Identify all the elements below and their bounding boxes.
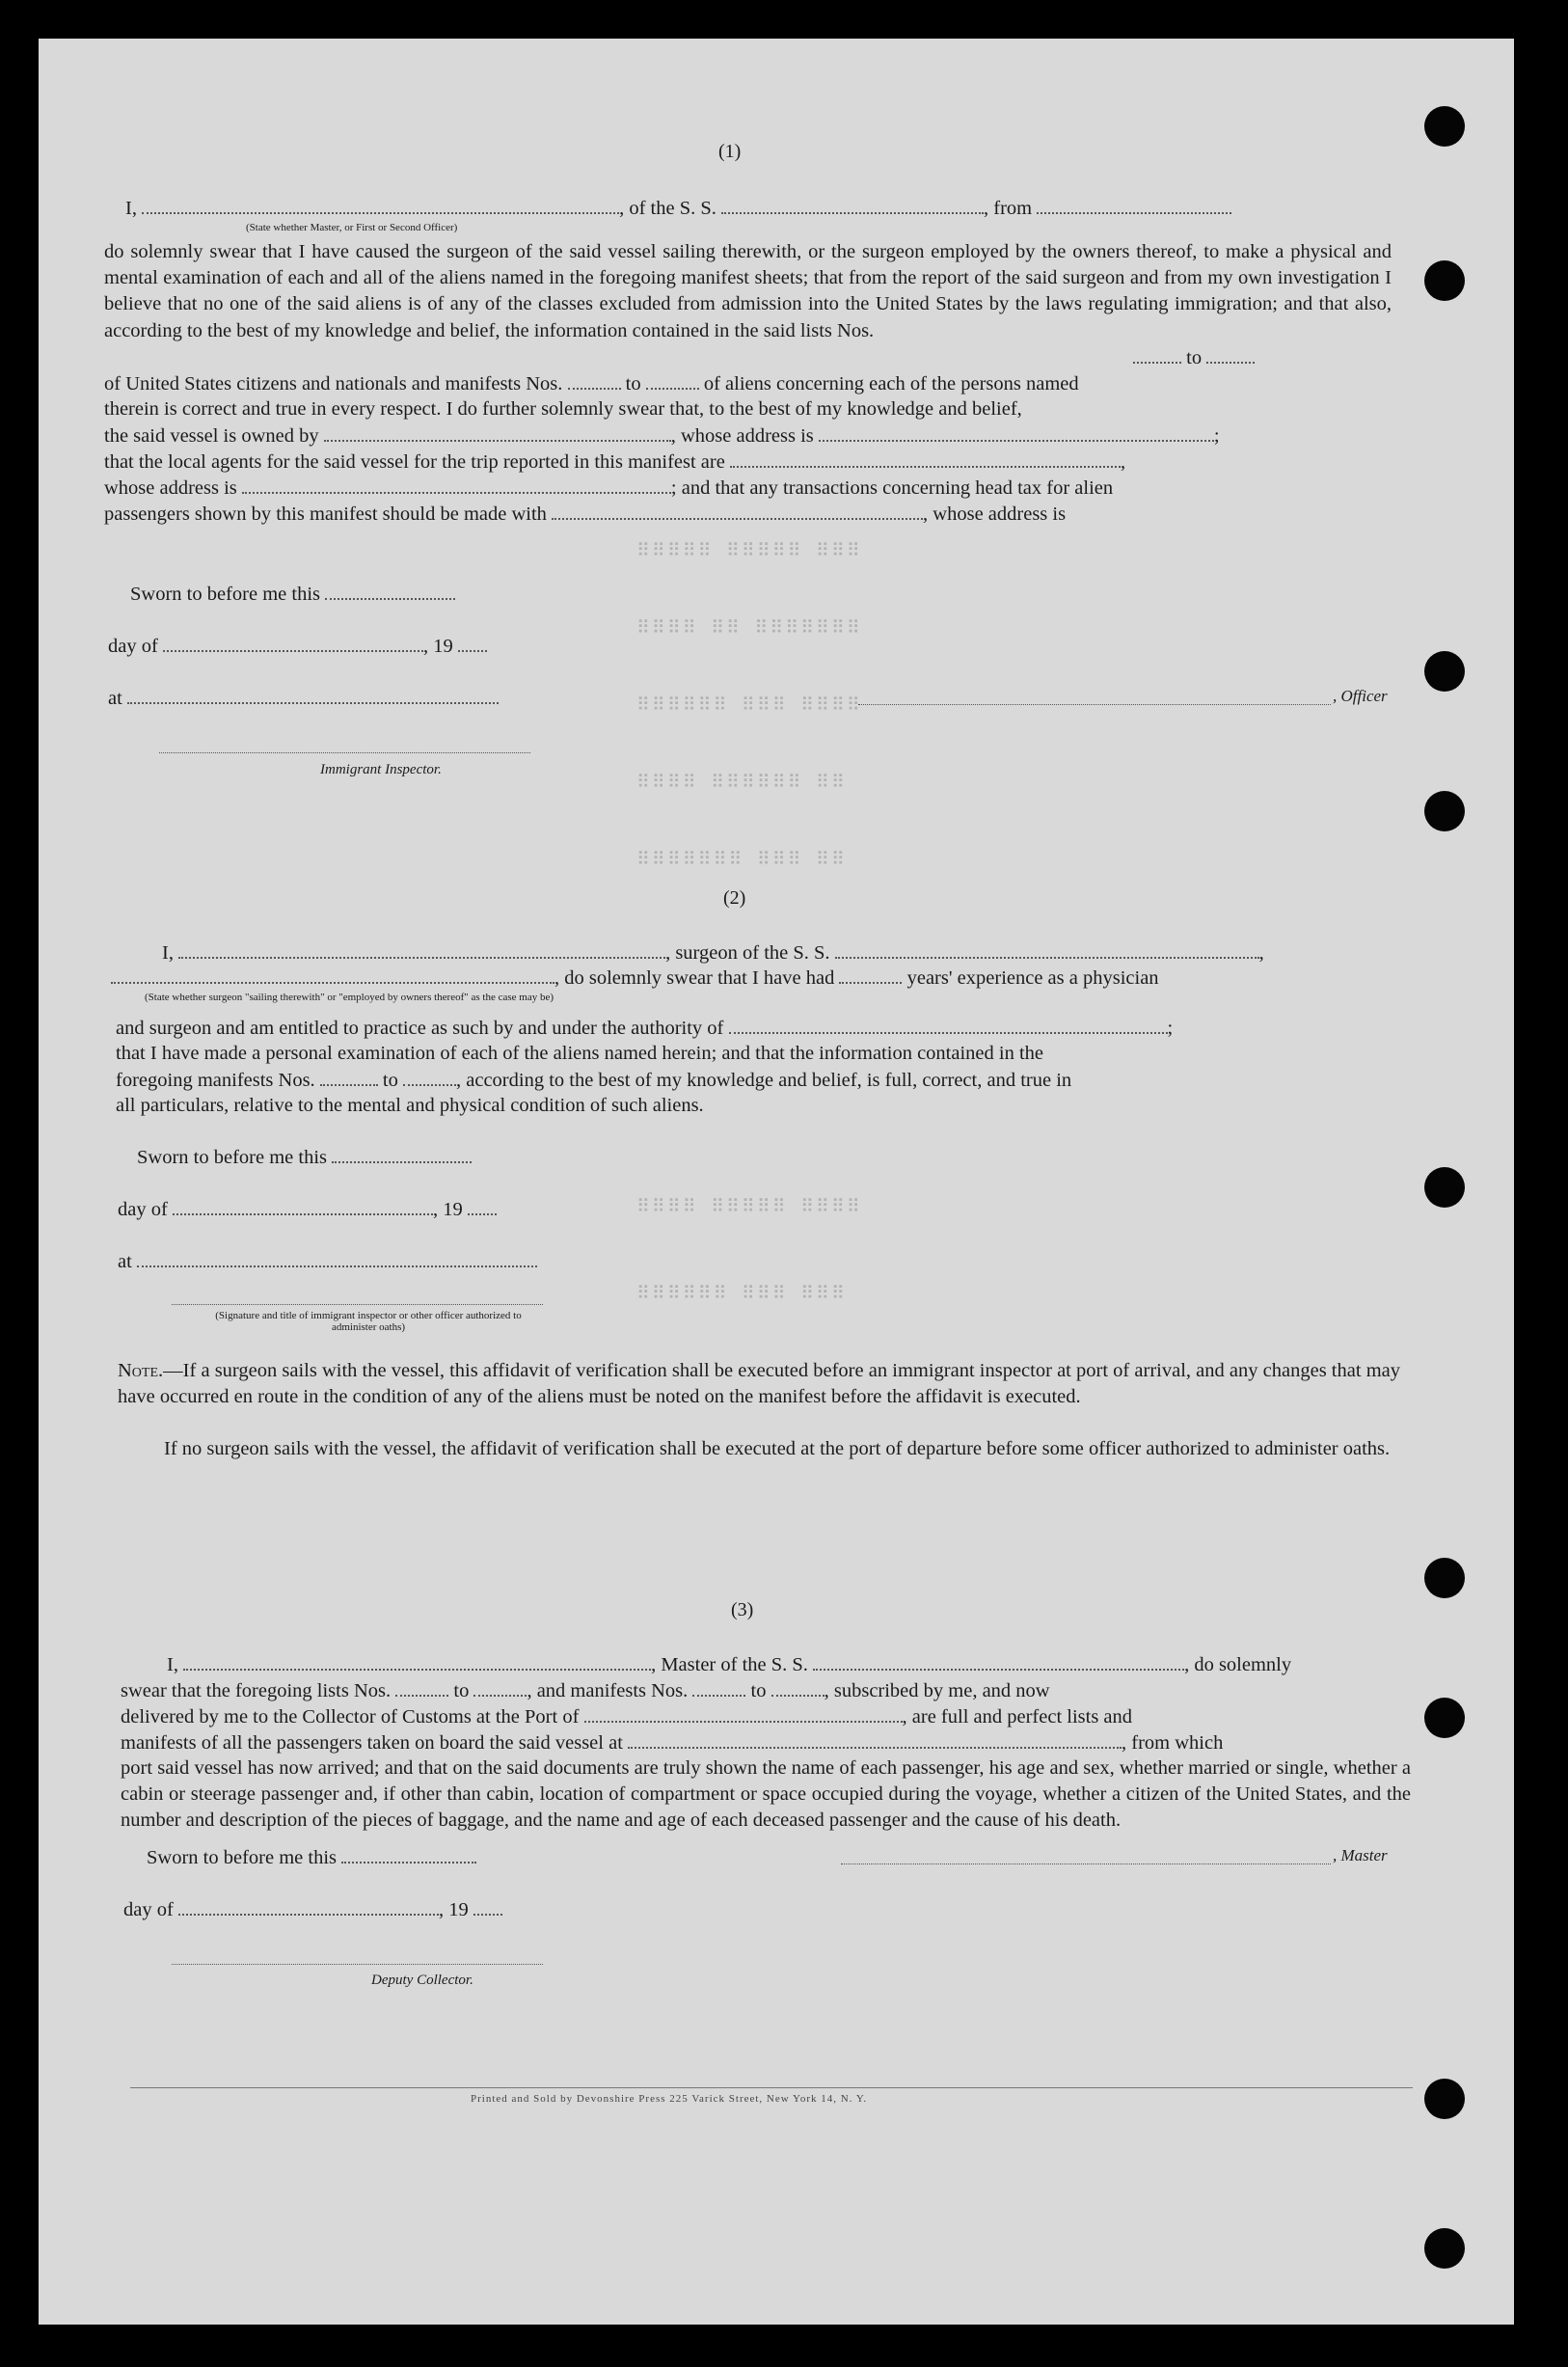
section-1-number: (1) (718, 141, 742, 162)
deputy-signature-line (172, 1964, 543, 1965)
bleed-through-texture: ⠿⠿⠿⠿ ⠿⠿⠿⠿⠿ ⠿⠿⠿⠿ (636, 1196, 862, 1217)
section-3-sworn-line: Sworn to before me this (147, 1844, 476, 1871)
section-2-opening-line: I, , surgeon of the S. S. , (162, 939, 1264, 966)
section-1-opening-line: I, , of the S. S. , from (125, 195, 1231, 222)
punch-hole (1424, 2228, 1465, 2269)
section-3-swear-line: swear that the foregoing lists Nos. to , and manifests Nos. to , subscribed by me, and now (121, 1677, 1050, 1704)
bleed-through-texture: ⠿⠿⠿⠿⠿⠿ ⠿⠿⠿ ⠿⠿⠿⠿ (636, 694, 862, 716)
section-2-number: (2) (723, 887, 746, 909)
section-3-number: (3) (731, 1599, 754, 1620)
section-3-day-line: day of , 19 (123, 1896, 502, 1923)
section-3-manifests-line: manifests of all the passengers taken on board the said vessel at , from which (121, 1729, 1223, 1756)
footer-rule (130, 2087, 1413, 2088)
bleed-through-texture: ⠿⠿⠿⠿ ⠿⠿ ⠿⠿⠿⠿⠿⠿⠿ (636, 617, 862, 639)
section-2-manifests-line: foregoing manifests Nos. to , according to the best of my knowledge and belief, is full, correct, and true in (116, 1067, 1071, 1094)
punch-hole (1424, 651, 1465, 692)
section-1-address-line: whose address is ; and that any transactions concerning head tax for alien (104, 475, 1113, 502)
section-2-exam-line: that I have made a personal examination of each of the aliens named herein; and that the information contained in the (116, 1043, 1043, 1064)
section-2-day-line: day of , 19 (118, 1196, 497, 1223)
punch-hole (1424, 1698, 1465, 1738)
inspector-label: Immigrant Inspector. (320, 762, 442, 777)
section-1-officer-note: (State whether Master, or First or Second Officer) (246, 222, 458, 233)
section-2-particulars-line: all particulars, relative to the mental and physical condition of such aliens. (116, 1095, 704, 1116)
deputy-collector-label: Deputy Collector. (371, 1972, 473, 1988)
section-2-signature-note: (Signature and title of immigrant inspector or other officer authorized to administer oaths) (215, 1310, 522, 1333)
section-2-sworn-line: Sworn to before me this (137, 1144, 472, 1171)
punch-hole (1424, 2079, 1465, 2119)
bleed-through-texture: ⠿⠿⠿⠿⠿⠿ ⠿⠿⠿ ⠿⠿⠿ (636, 1283, 847, 1304)
section-1-therein-line: therein is correct and true in every respect. I do further solemnly swear that, to the best of my knowledge and belief, (104, 398, 1022, 420)
officer-signature-line (858, 704, 1331, 705)
bleed-through-texture: ⠿⠿⠿⠿⠿⠿⠿ ⠿⠿⠿ ⠿⠿ (636, 849, 847, 870)
punch-hole (1424, 1558, 1465, 1598)
section-1-citizens-line: of United States citizens and nationals and manifests Nos. to of aliens concerning each of the persons named (104, 370, 1079, 397)
section-1-agents-line: that the local agents for the said vessel for the trip reported in this manifest are , (104, 449, 1125, 476)
section-2-note: Note.—If a surgeon sails with the vessel, this affidavit of verification shall be executed before an immigrant inspector at port of arrival, and any changes that may have occurred en route in the condition of any of the aliens must be noted on the manifest before the affidavit is executed. (118, 1360, 1400, 1408)
section-2-practice-line: and surgeon and am entitled to practice as such by and under the authority of ; (116, 1015, 1173, 1042)
punch-hole (1424, 106, 1465, 147)
section-1-sworn-line: Sworn to before me this (130, 581, 455, 608)
section-3-delivered-line: delivered by me to the Collector of Customs at the Port of , are full and perfect lists and (121, 1703, 1132, 1730)
section-1-passengers-line: passengers shown by this manifest should be made with , whose address is (104, 501, 1066, 528)
section-1-body: do solemnly swear that I have caused the surgeon of the said vessel sailing therewith, or the surgeon employed by the owners thereof, to make a physical and mental examination of each and all of the aliens named in the foregoing manifest sheets; that from the report of the said surgeon and from my own investigation I believe that no one of the said aliens is of any of the classes excluded from admission into the United States by the laws regulating immigration; and that also, according to the best of my knowledge and belief, the information contained in the said lists Nos. (104, 241, 1392, 341)
master-label: , Master (1333, 1846, 1388, 1864)
officer-label: , Officer (1333, 687, 1388, 705)
section-2-signature-line (172, 1304, 543, 1305)
section-1-lists-range: to (1133, 344, 1255, 371)
punch-hole (1424, 791, 1465, 831)
section-3-body: port said vessel has now arrived; and that on the said documents are truly shown the name of each passenger, his age and sex, whether married or single, whether a cabin or steerage passenger and, if other than cabin, location of compartment or space occupied during the voyage, whether a citizen of the United States, and the number and description of the pieces of baggage, and the name and age of each deceased passenger and the cause of his death. (121, 1757, 1411, 1832)
section-1-at-line: at (108, 685, 499, 712)
bleed-through-texture: ⠿⠿⠿⠿⠿ ⠿⠿⠿⠿⠿ ⠿⠿⠿ (636, 540, 862, 561)
section-2-surgeon-note: (State whether surgeon "sailing therewith" or "employed by owners thereof" as the case may be) (145, 992, 554, 1003)
printer-imprint: Printed and Sold by Devonshire Press 225 Varick Street, New York 14, N. Y. (471, 2093, 868, 2105)
section-1-day-line: day of , 19 (108, 633, 487, 660)
punch-hole (1424, 260, 1465, 301)
section-3-opening-line: I, , Master of the S. S. , do solemnly (167, 1651, 1291, 1678)
section-2-at-line: at (118, 1248, 537, 1275)
punch-hole (1424, 1167, 1465, 1208)
section-2-note-2: If no surgeon sails with the vessel, the affidavit of verification shall be executed at the port of departure before some officer authorized to administer oaths. (164, 1438, 1391, 1459)
inspector-signature-line (159, 752, 530, 753)
section-2-swear-line: , do solemnly swear that I have had years' experience as a physician (111, 965, 1159, 992)
section-1-owned-line: the said vessel is owned by , whose address is ; (104, 422, 1220, 449)
manifest-page (39, 39, 1514, 2325)
bleed-through-texture: ⠿⠿⠿⠿ ⠿⠿⠿⠿⠿⠿ ⠿⠿ (636, 772, 847, 793)
